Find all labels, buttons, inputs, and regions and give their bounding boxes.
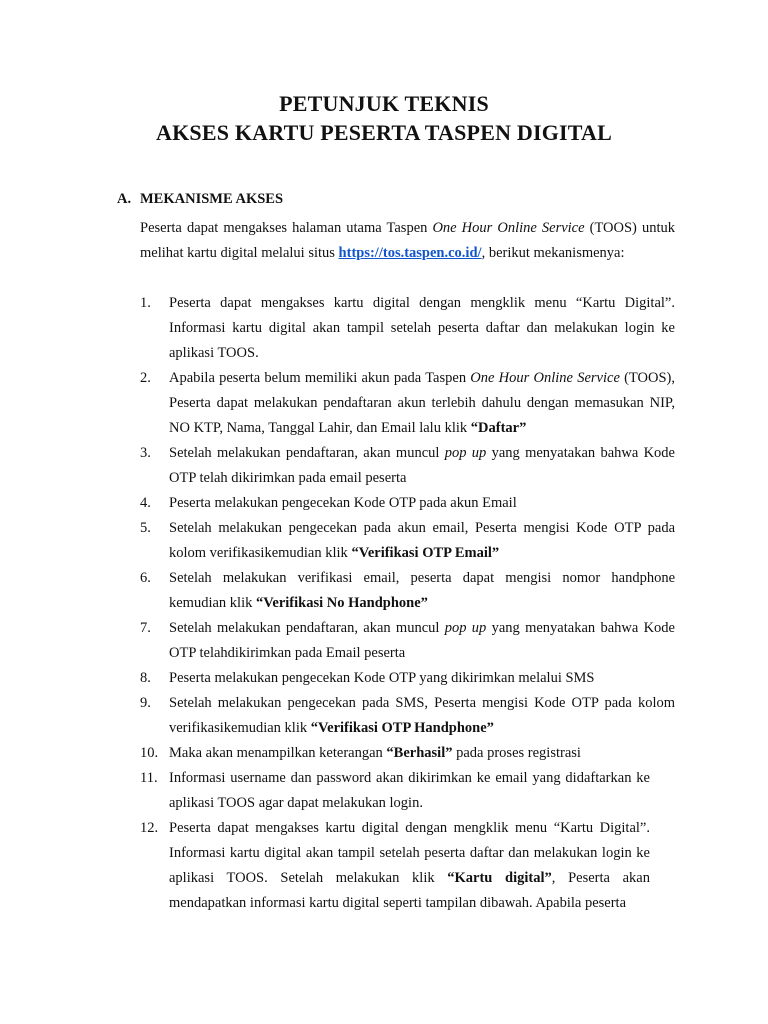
section-title: MEKANISME AKSES [140,191,284,207]
text-run: Setelah melakukan pengecekan pada SMS, Peserta mengisi Kode OTP pada kolom verifikasikemudian klik [169,695,675,736]
bold-text: “Kartu digital” [447,870,552,886]
text-run: Setelah melakukan pengecekan pada akun email, Peserta mengisi Kode OTP pada kolom verifikasikemudian klik [169,520,675,561]
bold-text: “Daftar” [470,420,527,436]
bold-text: “Verifikasi OTP Email” [351,545,500,561]
text-run: Peserta dapat mengakses kartu digital dengan mengklik menu “Kartu Digital”. Informasi kartu digital akan tampil setelah peserta daftar dan melakukan login ke aplikasi TOOS. [169,295,675,361]
text-run: Peserta melakukan pengecekan Kode OTP pada akun Email [169,495,517,511]
intro-italic-service: One Hour Online Service [432,220,585,236]
list-item-number: 10. [140,745,159,761]
list-item [140,666,675,691]
text-run: Peserta melakukan pengecekan Kode OTP yang dikirimkan melalui SMS [169,670,595,686]
text-run: (TOOS), Peserta dapat melakukan pendaftaran akun terlebih dahulu dengan memasukan NIP, NO KTP, Nama, Tanggal Lahir, dan Email lalu klik [169,370,675,436]
intro-text-1: Peserta dapat mengakses halaman utama Taspen [140,220,433,236]
list-item [140,441,675,491]
list-item-number: 5. [140,520,151,536]
section-letter: A. [117,191,132,207]
list-item-text [169,666,675,691]
list-item-number: 2. [140,370,151,386]
bold-text: “Verifikasi OTP Handphone” [310,720,494,736]
list-item-number: 6. [140,570,151,586]
list-item [140,291,675,366]
list-item-text [169,491,675,516]
list-item [140,566,675,616]
list-item-text [169,566,675,616]
list-item [140,491,675,516]
text-run: pada proses registrasi [452,745,581,761]
list-item-text [169,766,650,816]
text-run: Maka akan menampilkan keterangan [169,745,387,761]
italic-text: One Hour Online Service [470,370,620,386]
text-run: yang menyatakan bahwa Kode OTP telah dikirimkan pada email peserta [169,445,675,486]
text-run: Informasi username dan password akan dikirimkan ke email yang didaftarkan ke aplikasi TOOS agar dapat melakukan login. [169,770,650,811]
document-title-line-1: PETUNJUK TEKNIS [279,91,489,116]
list-item-text [169,291,675,366]
list-item-text [169,816,650,916]
section-heading [117,191,283,208]
intro-text-2: (TOOS) untuk melihat kartu digital melalui situs [140,220,675,261]
list-item [140,816,675,916]
list-item-text [169,441,675,491]
list-item [140,516,675,566]
text-run: yang menyatakan bahwa Kode OTP telahdikirimkan pada Email peserta [169,620,675,661]
text-run: Peserta dapat mengakses kartu digital dengan mengklik menu “Kartu Digital”. Informasi kartu digital akan tampil setelah peserta daftar dan melakukan login ke aplikasi TOOS. Setelah melakukan klik [169,820,650,886]
list-item-number: 11. [140,770,158,786]
list-item-number: 1. [140,295,151,311]
list-item [140,616,675,666]
steps-list [140,291,675,916]
italic-text: pop up [444,620,487,636]
bold-text: “Berhasil” [386,745,453,761]
list-item-number: 8. [140,670,151,686]
taspen-site-link[interactable]: https://tos.taspen.co.id/ [338,245,482,261]
list-item [140,691,675,741]
list-item-number: 7. [140,620,151,636]
list-item-text [169,741,675,766]
list-item-number: 3. [140,445,151,461]
list-item-number: 9. [140,695,151,711]
text-run: Setelah melakukan verifikasi email, peserta dapat mengisi nomor handphone kemudian klik [169,570,675,611]
list-item [140,366,675,441]
list-item [140,766,675,816]
list-item [140,741,675,766]
text-run: Setelah melakukan pendaftaran, akan muncul [169,445,445,461]
italic-text: pop up [444,445,487,461]
text-run: Setelah melakukan pendaftaran, akan muncul [169,620,445,636]
intro-paragraph [140,216,675,266]
text-run: Apabila peserta belum memiliki akun pada Taspen [169,370,471,386]
list-item-text [169,516,675,566]
intro-text-3: , berikut mekanismenya: [481,245,625,261]
document-title-line-2: AKSES KARTU PESERTA TASPEN DIGITAL [156,120,612,145]
text-run: , Peserta akan mendapatkan informasi kartu digital seperti tampilan dibawah. Apabila peserta [169,870,650,911]
list-item-text [169,616,675,666]
list-item-number: 4. [140,495,151,511]
list-item-number: 12. [140,820,159,836]
bold-text: “Verifikasi No Handphone” [256,595,428,611]
list-item-text [169,366,675,441]
list-item-text [169,691,675,741]
